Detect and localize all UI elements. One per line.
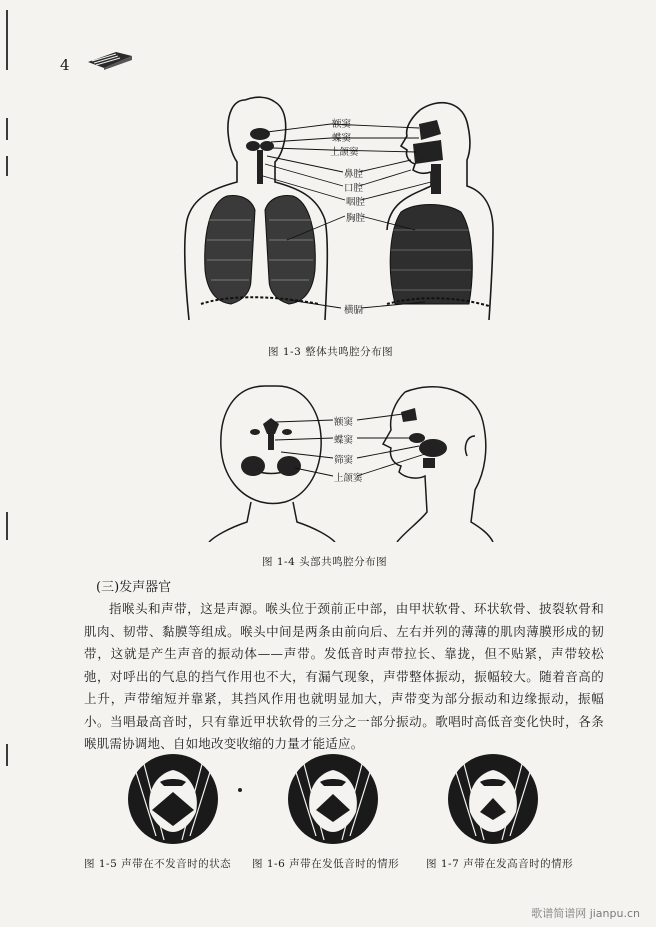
figure-1-3-label: 口腔 [344,183,364,194]
section-heading: (三)发声器官 [96,580,172,595]
margin-rule [6,118,8,140]
figure-1-3-label: 额窦 [332,119,352,130]
figure-1-4-label: 筛窦 [334,455,354,466]
margin-rule [6,156,8,176]
figure-1-3-caption: 图 1-3 整体共鸣腔分布图 [268,346,394,358]
book-ornament-icon [86,44,134,70]
figure-1-5-caption: 图 1-5 声带在不发音时的状态 [84,858,232,870]
figure-1-4-caption: 图 1-4 头部共鸣腔分布图 [262,556,388,568]
vocal-folds-silent-illustration [126,752,220,846]
vocal-folds-low-pitch-illustration [286,752,380,846]
figure-1-4-label: 上颌窦 [334,473,363,484]
body-paragraph [84,598,604,756]
margin-rule [6,744,8,766]
figure-1-4-label: 额窦 [334,417,354,428]
margin-rule [6,512,8,540]
figure-1-3-label: 横膈 [344,305,364,316]
figure-1-4-label: 蝶窦 [334,435,354,446]
figure-1-3-label: 蝶窦 [332,133,352,144]
figure-1-3-label: 鼻腔 [344,169,364,180]
figure-1-6-caption: 图 1-6 声带在发低音时的情形 [252,858,400,870]
figure-1-3-label: 胸腔 [346,213,366,224]
body-paragraph-text: 指喉头和声带，这是声源。喉头位于颈前正中部，由甲状软骨、环状软骨、披裂软骨和肌肉、韧带、黏膜等组成。喉头中间是两条由前向后、左右并列的薄薄的肌肉薄膜形成的韧带，这就是产生声音的振动体——声带。发低音时声带拉长、靠拢，但不贴紧，声带较松弛，对呼出的气息的挡气作用也不大，有漏气现象，声带整体振动，振幅较大。随着音高的上升，声带缩短并靠紧，其挡风作用也就明显加大，声带变为部分振动和边缘振动，振幅小。当唱最高音时，只有靠近甲状软骨的三分之一部分振动。歌唱时高低音变化快时，各条喉肌需协调地、自如地改变收缩的力量才能适应。 [84,601,604,751]
watermark: 歌谱简谱网 jianpu.cn [531,907,640,920]
dot-mark [238,788,242,792]
vocal-folds-high-pitch-illustration [446,752,540,846]
margin-rule [6,10,8,70]
page-number: 4 [60,56,70,74]
figure-1-7-caption: 图 1-7 声带在发高音时的情形 [426,858,574,870]
figure-1-3-label: 咽腔 [346,197,366,208]
figure-1-3-label: 上颌窦 [330,147,359,158]
